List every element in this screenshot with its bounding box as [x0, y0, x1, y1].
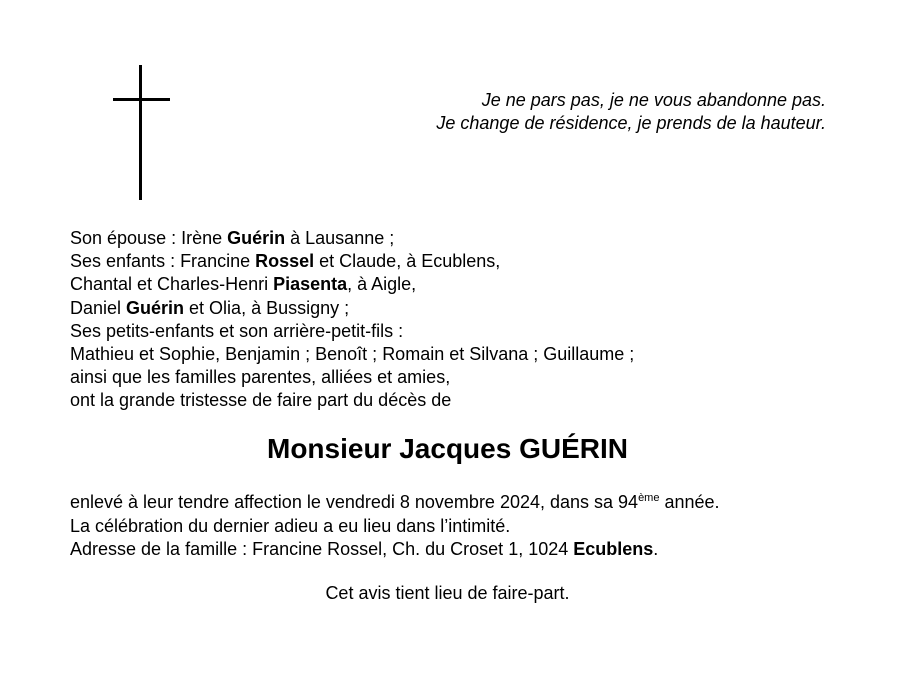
ceremony-line: La célébration du dernier adieu a eu lieu dans l’intimité. — [70, 515, 511, 536]
ordinal-suffix: ème — [638, 492, 660, 504]
cross-horizontal-bar — [113, 98, 170, 101]
spouse-location: à Lausanne ; — [285, 228, 395, 248]
closing-note: Cet avis tient lieu de faire-part. — [325, 583, 570, 603]
quote-line-2: Je change de résidence, je prends de la hauteur. — [436, 113, 826, 133]
spouse-text: Son épouse : Irène — [70, 228, 228, 248]
children-line-1 — [70, 250, 634, 273]
announcement-line: ont la grande tristesse de faire part du décès de — [70, 390, 452, 411]
spouse-line — [70, 227, 634, 250]
family-address-line — [70, 538, 720, 562]
children-line-3 — [70, 297, 634, 320]
deceased-name: Monsieur Jacques GUÉRIN — [267, 433, 628, 464]
children-names-3: Daniel — [70, 297, 127, 318]
death-date-end: année. — [659, 492, 720, 512]
spouse-surname: Guérin — [227, 228, 286, 248]
children-location-3: et Olia, à Bussigny ; — [184, 297, 350, 318]
death-date-line — [70, 491, 720, 515]
child-surname-guerin: Guérin — [126, 297, 185, 318]
children-location-1: et Claude, à Ecublens, — [314, 251, 501, 272]
address-city: Ecublens — [573, 539, 654, 559]
address-text: Adresse de la famille : Francine Rossel, Ch. du Croset 1, 1024 — [70, 539, 574, 559]
child-surname-piasenta: Piasenta — [273, 274, 348, 295]
children-names-2: Chantal et Charles-Henri — [70, 274, 274, 295]
epitaph-quote — [436, 89, 826, 135]
children-text: Ses enfants : Francine — [70, 251, 256, 272]
deceased-name-block — [0, 432, 901, 466]
death-date-text: enlevé à leur tendre affection le vendredi 8 novembre 2024, dans sa 94 — [70, 492, 639, 512]
grandchildren-heading: Ses petits-enfants et son arrière-petit-fils : — [70, 320, 404, 341]
children-location-2: , à Aigle, — [347, 274, 417, 295]
details-block — [70, 491, 720, 562]
cross-icon — [113, 65, 170, 200]
quote-line-1: Je ne pars pas, je ne vous abandonne pas. — [481, 90, 826, 110]
grandchildren-names: Mathieu et Sophie, Benjamin ; Benoît ; Romain et Silvana ; Guillaume ; — [70, 344, 635, 365]
child-surname-rossel: Rossel — [255, 251, 315, 272]
address-end: . — [653, 539, 659, 559]
family-announcement — [70, 227, 634, 413]
cross-vertical-bar — [139, 65, 142, 200]
relatives-line: ainsi que les familles parentes, alliées et amies, — [70, 367, 451, 388]
children-line-2 — [70, 273, 634, 296]
